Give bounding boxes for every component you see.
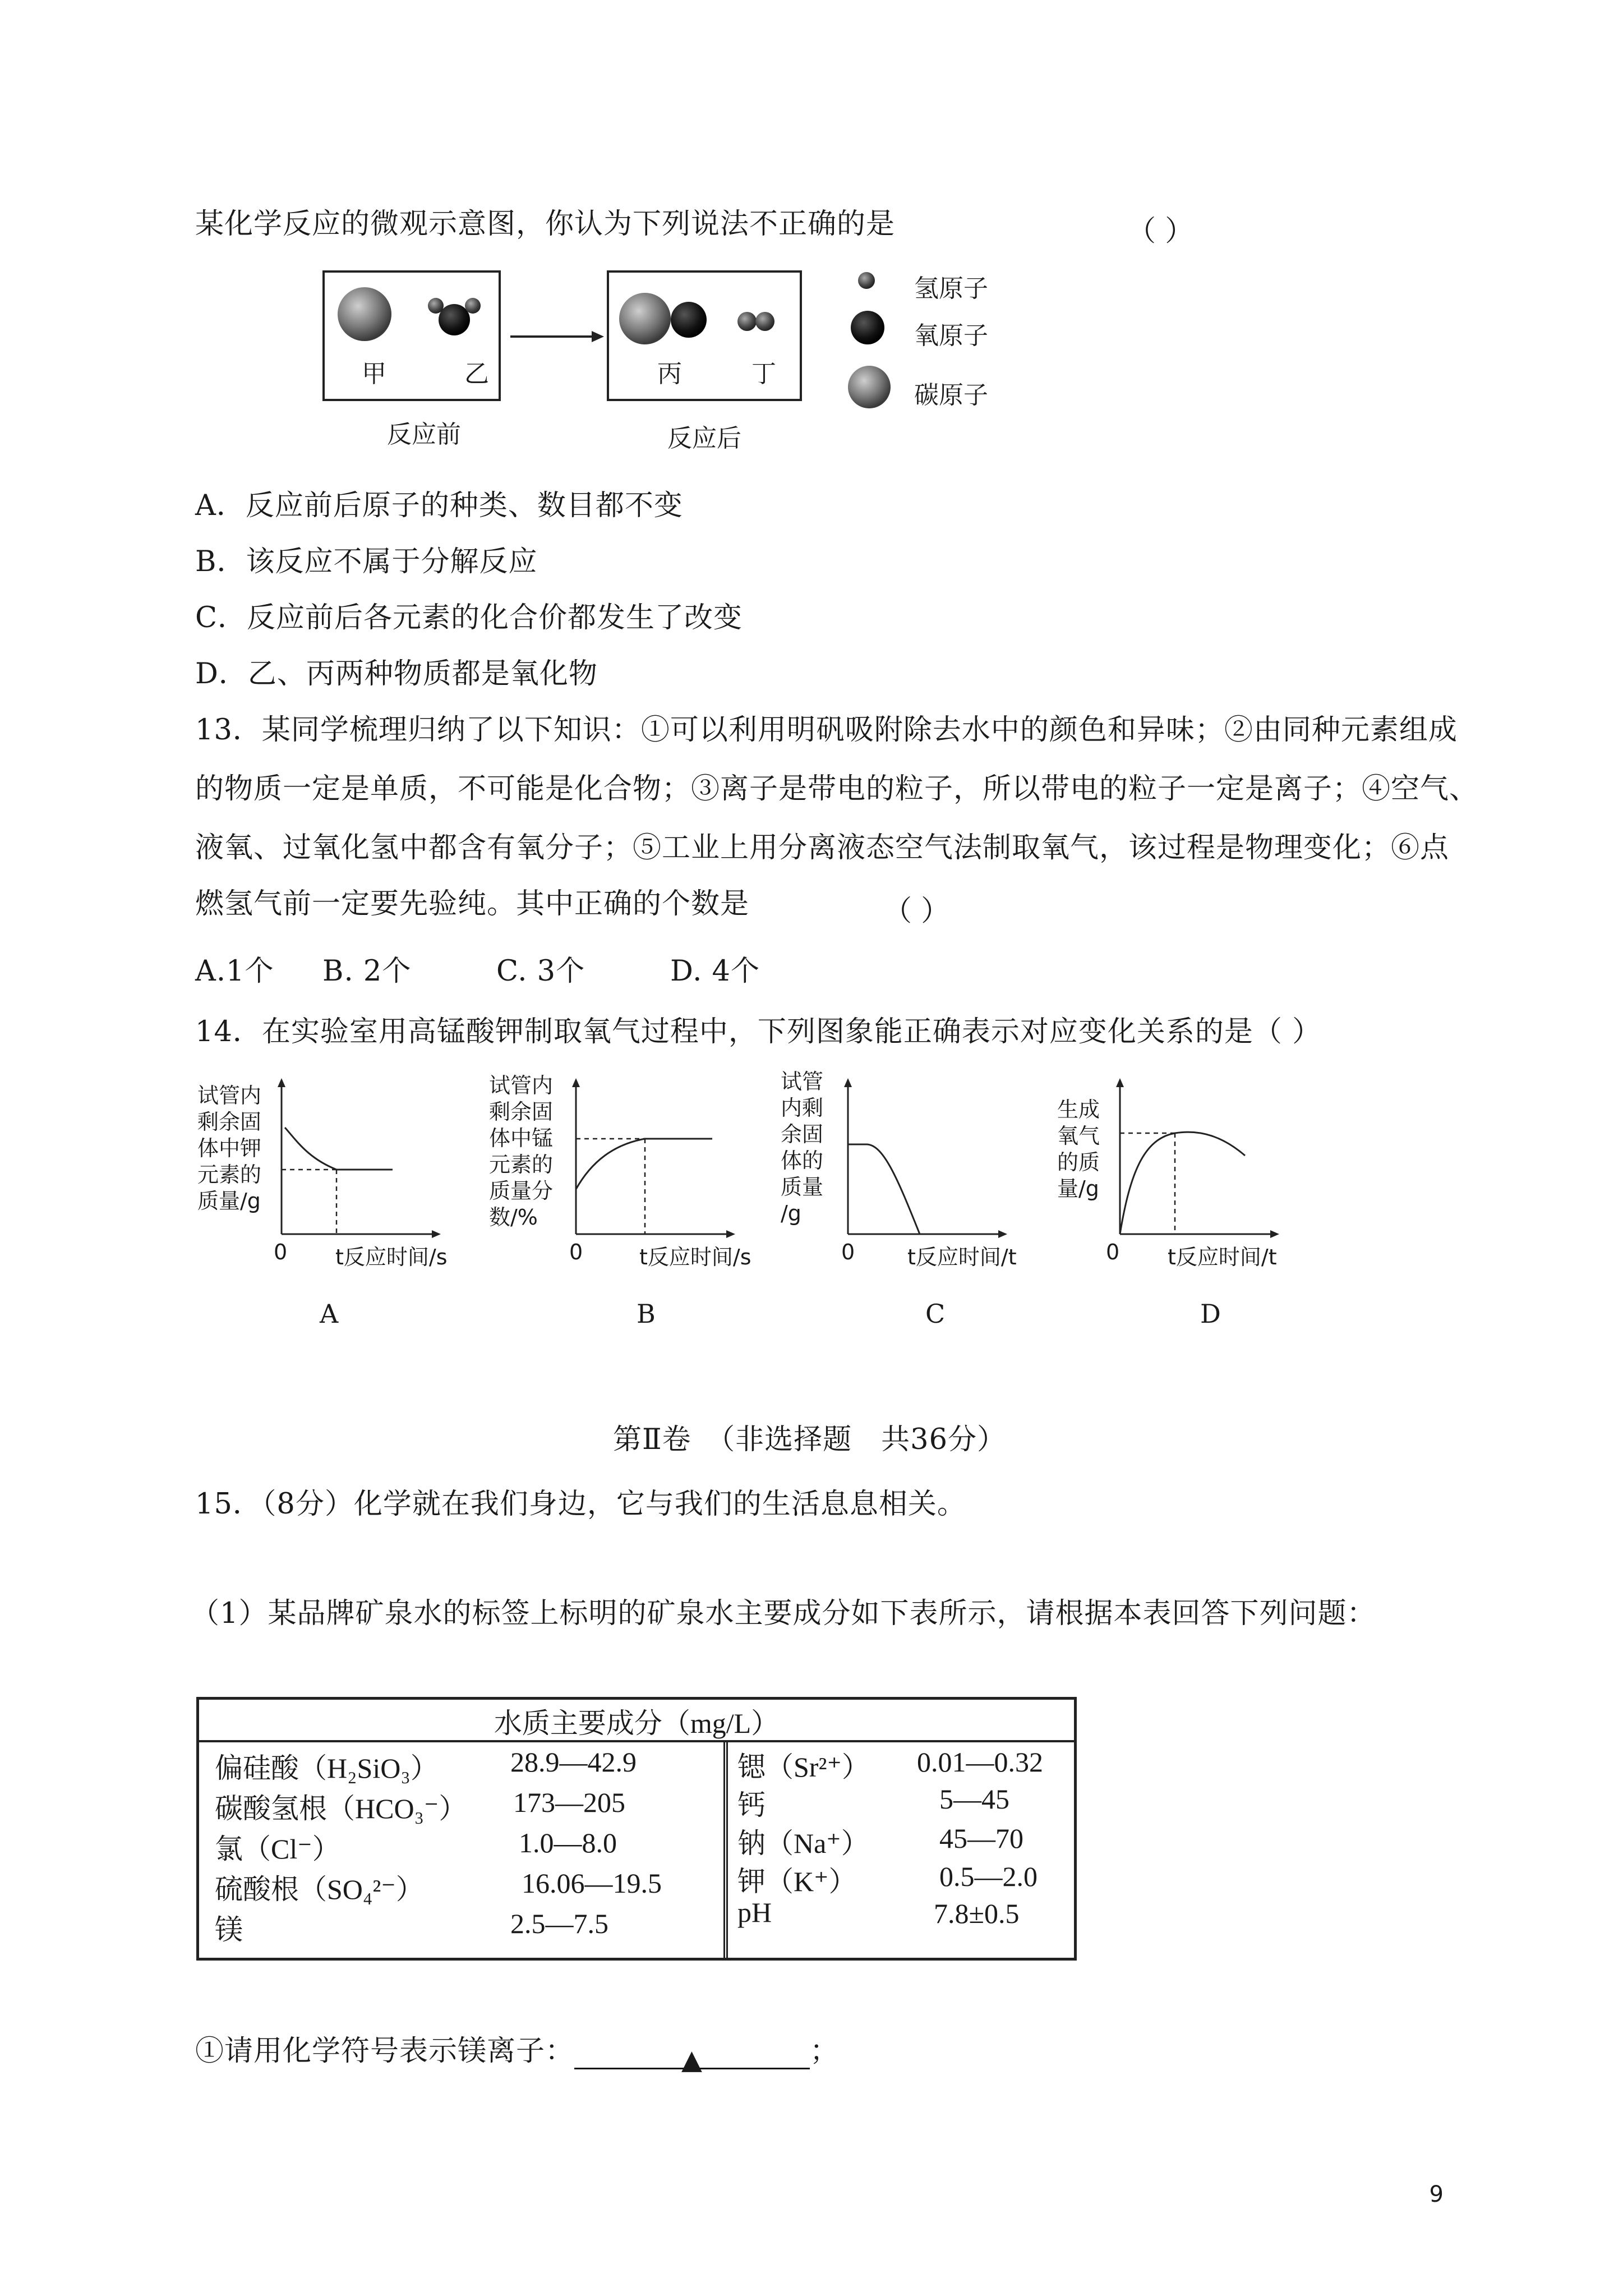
q12-option-a: A．反应前后原子的种类、数目都不变 xyxy=(195,489,683,522)
chart-c-ylabel-line: 余固 xyxy=(781,1122,824,1147)
section-2-title: 第Ⅱ卷 （非选择题 共36分） xyxy=(613,1423,1007,1456)
chart-b-x-arrow xyxy=(726,1230,735,1238)
table-right-value: 45—70 xyxy=(939,1823,1023,1854)
chart-a-ylabel-line: 元素的 xyxy=(197,1162,262,1187)
chart-a-ylabel xyxy=(197,1083,261,1214)
chart-c-origin: 0 xyxy=(841,1240,855,1264)
chart-c-ylabel-line: 质量 xyxy=(781,1175,824,1199)
table-left-name: 氯（Cl⁻） xyxy=(215,1833,340,1865)
label-ding: 丁 xyxy=(751,360,776,388)
q15-q1 xyxy=(195,2033,840,2076)
chart-b-ylabel xyxy=(489,1073,553,1231)
chart-a-curve xyxy=(285,1128,393,1170)
chart-b-curve xyxy=(576,1139,712,1189)
chart-a-plot xyxy=(275,1077,443,1240)
chart-b-origin: 0 xyxy=(569,1240,583,1264)
table-left-value: 28.9—42.9 xyxy=(510,1746,637,1778)
chart-d-ylabel xyxy=(1057,1097,1100,1202)
chart-c-ylabel-line: 试管 xyxy=(781,1069,824,1094)
legend-hydrogen-icon xyxy=(855,269,878,292)
q13-answer-paren: （ ） xyxy=(883,895,950,928)
q12-option-d: D．乙、丙两种物质都是氧化物 xyxy=(195,657,598,691)
chart-b-ylabel-line: 试管内 xyxy=(489,1073,554,1098)
table-left-value: 16.06—19.5 xyxy=(522,1867,662,1899)
table-right-name: pH xyxy=(737,1897,772,1928)
legend-hydrogen: 氢原子 xyxy=(914,274,988,303)
q13-option-a: A.1个 xyxy=(195,955,274,988)
legend-carbon-icon xyxy=(844,365,895,409)
chart-c-plot xyxy=(841,1077,1009,1240)
chart-a-ylabel-line: 剩余固 xyxy=(197,1110,262,1134)
q15-stem: 15．（8分）化学就在我们身边，它与我们的生活息息相关。 xyxy=(195,1488,966,1521)
chart-b-letter: B xyxy=(637,1299,656,1329)
table-left-value: 173—205 xyxy=(513,1787,625,1818)
chart-c-ylabel-line: 体的 xyxy=(781,1148,824,1173)
mineral-water-table xyxy=(196,1697,1077,1961)
table-right-value: 7.8±0.5 xyxy=(934,1898,1020,1929)
legend-oxygen: 氧原子 xyxy=(914,321,988,350)
label-after: 反应后 xyxy=(667,424,741,453)
page-number: 9 xyxy=(1429,2182,1444,2207)
chart-c-xlabel: t反应时间/t xyxy=(907,1245,1017,1269)
table-right-value: 5—45 xyxy=(939,1783,1009,1815)
q12-option-b: B．该反应不属于分解反应 xyxy=(195,545,538,578)
chart-b-ylabel-line: 体中锰 xyxy=(489,1126,554,1151)
q13-option-d: D. 4个 xyxy=(670,955,760,988)
table-left-name: 偏硅酸（H₂SiO₃） xyxy=(215,1752,439,1784)
chart-c-ylabel-line: /g xyxy=(781,1201,801,1226)
chart-a-ylabel-line: 体中钾 xyxy=(197,1136,262,1161)
chart-a-letter: A xyxy=(320,1299,339,1329)
chart-a-ylabel-line: 质量/g xyxy=(197,1189,261,1213)
table-title-divider xyxy=(199,1740,1074,1742)
table-left-name: 镁 xyxy=(215,1914,243,1945)
chart-d-ylabel-line: 生成 xyxy=(1057,1097,1100,1122)
chart-b-ylabel-line: 质量分 xyxy=(489,1179,554,1203)
q13-line-1: 13．某同学梳理归纳了以下知识：①可以利用明矾吸附除去水中的颜色和异味；②由同种元素组成 xyxy=(195,714,1458,747)
q15-q1-prefix: ①请用化学符号表示镁离子： xyxy=(195,2035,575,2068)
label-bing: 丙 xyxy=(657,360,682,388)
q15-sub1: （1）某品牌矿泉水的标签上标明的矿泉水主要成分如下表所示，请根据本表回答下列问题： xyxy=(191,1597,1376,1630)
table-left-value: 2.5—7.5 xyxy=(510,1908,608,1939)
table-right-name: 钾（K⁺） xyxy=(737,1866,857,1897)
chart-c-curve xyxy=(848,1144,920,1234)
q13-option-c: C. 3个 xyxy=(496,955,585,988)
table-left-name: 碳酸氢根（HCO₃⁻） xyxy=(215,1793,467,1824)
chart-c-y-arrow xyxy=(844,1078,852,1087)
chart-a-x-arrow xyxy=(432,1230,441,1238)
table-right-value: 0.01—0.32 xyxy=(917,1746,1043,1778)
table-right-value: 0.5—2.0 xyxy=(939,1861,1038,1892)
chart-d-ylabel-line: 氧气 xyxy=(1057,1124,1100,1148)
table-right-name: 钙 xyxy=(737,1789,766,1821)
chart-b-plot xyxy=(569,1077,737,1240)
q13-line-4: 燃氢气前一定要先验纯。其中正确的个数是 xyxy=(195,887,750,921)
chart-c-letter: C xyxy=(925,1299,946,1329)
chart-d-ylabel-line: 量/g xyxy=(1057,1176,1099,1201)
q12-option-c: C．反应前后各元素的化合价都发生了改变 xyxy=(195,601,743,634)
q12-answer-paren: （ ） xyxy=(1127,215,1194,248)
legend-carbon: 碳原子 xyxy=(914,381,988,409)
q14-stem: 14．在实验室用高锰酸钾制取氧气过程中，下列图象能正确表示对应变化关系的是（ ） xyxy=(195,1015,1322,1048)
molecule-jia xyxy=(331,283,404,345)
table-right-name: 钠（Na⁺） xyxy=(737,1828,869,1859)
molecule-ding xyxy=(735,307,780,335)
table-right-name: 锶（Sr²⁺） xyxy=(737,1751,870,1783)
chart-a-ylabel-line: 试管内 xyxy=(197,1083,262,1108)
chart-a-y-arrow xyxy=(278,1078,285,1087)
label-yi: 乙 xyxy=(464,360,489,388)
answer-blank[interactable] xyxy=(574,2042,810,2076)
chart-d-ylabel-line: 的质 xyxy=(1057,1150,1100,1175)
chart-a-origin: 0 xyxy=(274,1240,288,1264)
q12-stem: 某化学反应的微观示意图，你认为下列说法不正确的是 xyxy=(195,208,896,241)
chart-b-xlabel: t反应时间/s xyxy=(639,1245,751,1269)
chart-c-x-arrow xyxy=(998,1230,1007,1238)
chart-d-letter: D xyxy=(1200,1299,1221,1329)
blank-marker-icon: ▲ xyxy=(681,2044,703,2076)
legend-oxygen-icon xyxy=(850,310,886,346)
molecule-yi xyxy=(423,289,485,339)
label-before: 反应前 xyxy=(387,420,461,449)
chart-c-ylabel-line: 内剩 xyxy=(781,1096,824,1120)
chart-b-ylabel-line: 剩余固 xyxy=(489,1099,554,1124)
q13-line-2: 的物质一定是单质，不可能是化合物；③离子是带电的粒子，所以带电的粒子一定是离子；④空气、 xyxy=(195,772,1479,806)
reaction-arrow xyxy=(508,325,606,348)
chart-a-xlabel: t反应时间/s xyxy=(335,1245,448,1269)
table-title: 水质主要成分（mg/L） xyxy=(494,1708,780,1739)
molecule-bing xyxy=(617,291,718,347)
q13-line-3: 液氧、过氧化氢中都含有氧分子；⑤工业上用分离液态空气法制取氧气，该过程是物理变化；⑥点 xyxy=(195,831,1450,864)
label-jia: 甲 xyxy=(362,360,386,388)
table-col-divider xyxy=(723,1740,728,1958)
q13-option-b: B. 2个 xyxy=(322,955,412,988)
chart-b-ylabel-line: 数/% xyxy=(489,1205,538,1230)
chart-b-y-arrow xyxy=(572,1078,580,1087)
chart-d-curve xyxy=(1120,1132,1245,1234)
q15-q1-suffix: ； xyxy=(810,2035,840,2068)
chart-b-ylabel-line: 元素的 xyxy=(489,1152,554,1177)
table-left-name: 硫酸根（SO₄²⁻） xyxy=(215,1874,424,1905)
chart-d-origin: 0 xyxy=(1106,1240,1120,1264)
chart-d-plot xyxy=(1113,1077,1281,1240)
chart-d-x-arrow xyxy=(1270,1230,1279,1238)
table-left-value: 1.0—8.0 xyxy=(519,1827,617,1858)
chart-c-ylabel xyxy=(781,1069,823,1227)
chart-d-y-arrow xyxy=(1116,1078,1124,1087)
chart-d-xlabel: t反应时间/t xyxy=(1168,1245,1277,1269)
